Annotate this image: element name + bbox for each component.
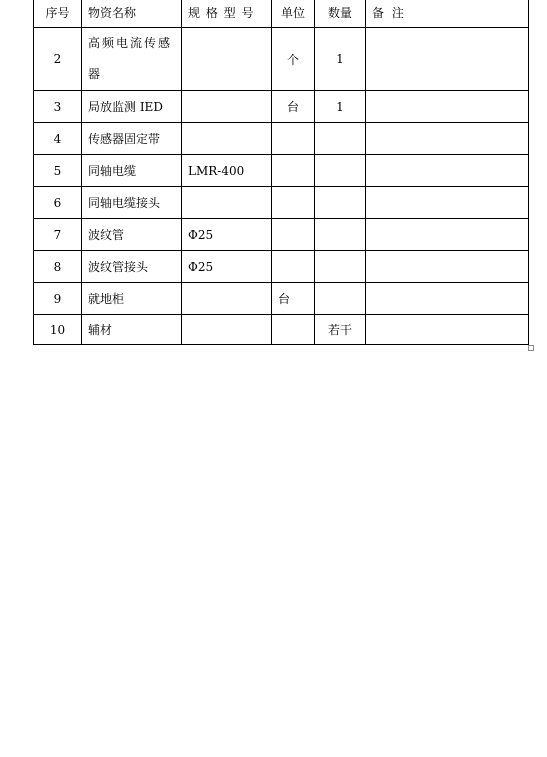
row-unit xyxy=(272,155,315,187)
row-name: 同轴电缆接头 xyxy=(82,187,182,219)
table-resize-handle[interactable] xyxy=(528,345,534,351)
row-name: 辅材 xyxy=(82,315,182,345)
row-name: 就地柜 xyxy=(82,283,182,315)
row-name: 波纹管 xyxy=(82,219,182,251)
row-spec xyxy=(182,28,272,91)
row-no: 5 xyxy=(34,155,82,187)
materials-table xyxy=(33,0,529,345)
row-no: 9 xyxy=(34,283,82,315)
row-note xyxy=(366,283,529,315)
row-qty: 1 xyxy=(315,28,366,91)
row-spec: LMR-400 xyxy=(182,155,272,187)
row-no: 3 xyxy=(34,91,82,123)
row-note xyxy=(366,91,529,123)
row-qty xyxy=(315,187,366,219)
row-name: 高频电流传感器 xyxy=(82,28,182,91)
row-spec: Φ25 xyxy=(182,219,272,251)
row-unit xyxy=(272,315,315,345)
row-note xyxy=(366,187,529,219)
row-name: 传感器固定带 xyxy=(82,123,182,155)
row-unit: 个 xyxy=(272,28,315,91)
row-spec xyxy=(182,283,272,315)
row-spec xyxy=(182,315,272,345)
row-unit: 台 xyxy=(272,91,315,123)
row-spec xyxy=(182,187,272,219)
row-qty: 1 xyxy=(315,91,366,123)
header-note: 备 注 xyxy=(366,0,529,28)
header-qty: 数量 xyxy=(315,0,366,28)
row-qty xyxy=(315,123,366,155)
table-row xyxy=(34,123,529,155)
row-no: 8 xyxy=(34,251,82,283)
row-note xyxy=(366,219,529,251)
header-no: 序号 xyxy=(34,0,82,28)
row-spec: Φ25 xyxy=(182,251,272,283)
table-row xyxy=(34,28,529,91)
row-name: 局放监测 IED xyxy=(82,91,182,123)
table-header-row xyxy=(34,0,529,28)
row-name: 波纹管接头 xyxy=(82,251,182,283)
row-unit xyxy=(272,219,315,251)
row-no: 2 xyxy=(34,28,82,91)
row-qty: 若干 xyxy=(315,315,366,345)
row-no: 10 xyxy=(34,315,82,345)
row-qty xyxy=(315,155,366,187)
row-spec xyxy=(182,123,272,155)
row-unit xyxy=(272,123,315,155)
table-row xyxy=(34,251,529,283)
row-spec xyxy=(182,91,272,123)
table-row xyxy=(34,219,529,251)
row-no: 7 xyxy=(34,219,82,251)
row-qty xyxy=(315,251,366,283)
row-no: 4 xyxy=(34,123,82,155)
row-unit xyxy=(272,187,315,219)
row-note xyxy=(366,28,529,91)
row-note xyxy=(366,251,529,283)
row-note xyxy=(366,155,529,187)
table-row xyxy=(34,283,529,315)
table-row xyxy=(34,155,529,187)
table-row xyxy=(34,187,529,219)
header-name: 物资名称 xyxy=(82,0,182,28)
row-unit xyxy=(272,251,315,283)
table-row xyxy=(34,91,529,123)
row-qty xyxy=(315,219,366,251)
header-spec: 规 格 型 号 xyxy=(182,0,272,28)
row-qty xyxy=(315,283,366,315)
row-note xyxy=(366,315,529,345)
row-note xyxy=(366,123,529,155)
row-no: 6 xyxy=(34,187,82,219)
row-unit: 台 xyxy=(272,283,315,315)
header-unit: 单位 xyxy=(272,0,315,28)
row-name: 同轴电缆 xyxy=(82,155,182,187)
table-row xyxy=(34,315,529,345)
